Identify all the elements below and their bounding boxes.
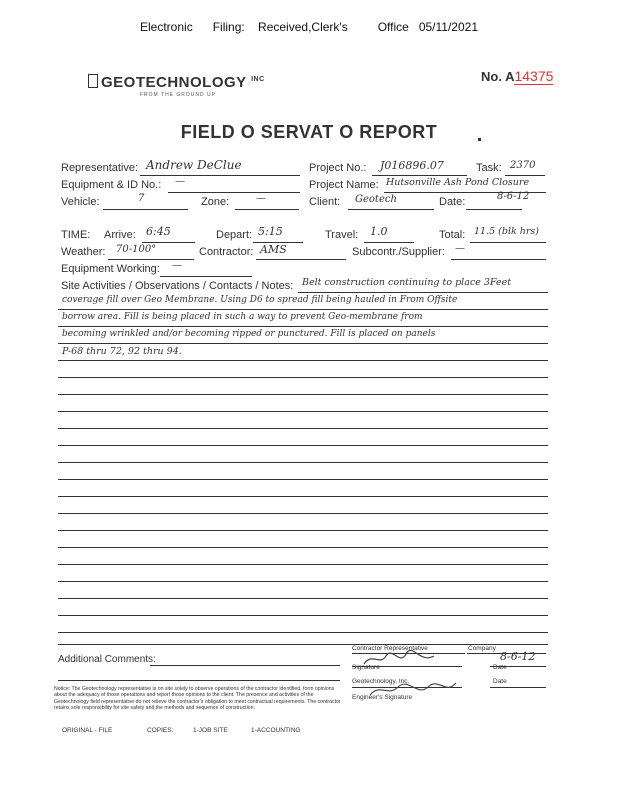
company-label: Company: [468, 645, 496, 652]
subcontractor-line: [451, 259, 546, 260]
document-number-prefix: No. A: [481, 69, 515, 84]
title-mark: [478, 138, 481, 141]
date-label: Date:: [439, 196, 466, 208]
logo-mark: [88, 74, 265, 91]
ruled-line: [58, 360, 548, 361]
additional-comments-line[interactable]: [150, 665, 340, 666]
ruled-line: [58, 326, 548, 327]
notes-line-1[interactable]: Belt construction continuing to place 3Feet: [302, 277, 512, 288]
equipment-working-line: [160, 276, 252, 277]
contractor-label: Contractor:: [199, 246, 254, 258]
project-no-value[interactable]: J016896.07: [380, 159, 444, 172]
equipment-line: [168, 192, 300, 193]
disclaimer-notice: Notice: The Geotechnology representative is on site solely to observe operations of the contractor identified, form opinions about the adequacy of those operations and report those opinions to the client. The presence and activities of the Geotechnology field representative do not relieve the contractor's obligation to meet contractual requirements. The contractor retains sole responsibility for site safety and the methods and sequence of construction.: [54, 686, 341, 712]
geotech-line-label: Geotechnology, Inc.: [352, 678, 410, 685]
distribution-copies: COPIES:: [147, 727, 174, 734]
vehicle-label: Vehicle:: [61, 196, 100, 208]
notes-line-3[interactable]: borrow area. Fill is being placed in such a way to prevent Geo-membrane from: [62, 312, 423, 322]
representative-label: Representative:: [61, 162, 139, 174]
additional-comments-line[interactable]: [58, 680, 340, 681]
additional-comments-label: Additional Comments:: [58, 654, 156, 665]
zone-label: Zone:: [201, 196, 230, 208]
distribution-original: ORIGINAL - FILE: [62, 727, 113, 734]
project-no-line: [372, 175, 467, 176]
ruled-line: [58, 581, 548, 582]
ruled-line: [58, 411, 548, 412]
ruled-line: [58, 530, 548, 531]
zone-line: [235, 209, 299, 210]
engineer-date-line: [490, 687, 546, 688]
document-number-value: 14375: [514, 68, 554, 84]
arrive-label: Arrive:: [104, 229, 136, 241]
representative-line: [140, 175, 300, 176]
vehicle-value[interactable]: 7: [138, 193, 145, 204]
project-no-label: Project No.:: [309, 162, 367, 174]
ruled-line: [58, 615, 548, 616]
logo-suffix: INC: [251, 76, 265, 83]
engineer-signature-label: Engineer's Signature: [352, 694, 413, 701]
notes-line-4[interactable]: becoming wrinkled and/or becoming ripped or punctured. Fill is placed on panels: [62, 329, 436, 339]
client-line: [348, 209, 434, 210]
weather-value[interactable]: 70-100°: [116, 244, 157, 255]
client-label: Client:: [309, 196, 341, 208]
ruled-line: [58, 343, 548, 344]
arrive-value[interactable]: 6:45: [146, 225, 171, 238]
equipment-working-value[interactable]: —: [172, 260, 182, 271]
ruled-line: [58, 513, 548, 514]
logo-glyph-icon: [88, 74, 98, 88]
distribution-job-site: 1-JOB SITE: [193, 727, 228, 734]
ruled-line: [58, 377, 548, 378]
task-label: Task:: [476, 162, 502, 174]
subcontractor-value[interactable]: —: [455, 243, 465, 254]
engineer-date-label: Date: [493, 678, 507, 685]
representative-value[interactable]: Andrew DeClue: [146, 158, 242, 172]
task-line: [505, 175, 545, 176]
ruled-line: [58, 564, 548, 565]
equipment-value[interactable]: —: [175, 176, 185, 187]
contractor-rep-label: Contractor Representative: [352, 645, 428, 652]
filing-header: Electronic Filing: Received,Clerk's Office 05/11/2021: [140, 20, 478, 34]
depart-label: Depart:: [216, 229, 253, 241]
date-line: [466, 209, 522, 210]
ruled-line: [58, 445, 548, 446]
ruled-line: [58, 547, 548, 548]
ruled-line: [58, 632, 548, 633]
vehicle-line: [103, 209, 188, 210]
contractor-date-value[interactable]: 8-6-12: [500, 650, 536, 663]
ruled-line: [58, 462, 548, 463]
travel-label: Travel:: [325, 229, 359, 241]
report-title: FIELD O SERVAT O REPORT: [180, 122, 438, 142]
project-name-label: Project Name:: [309, 179, 379, 191]
task-value[interactable]: 2370: [510, 160, 536, 171]
ruled-line: [58, 394, 548, 395]
total-value[interactable]: 11.5 (blk hrs): [474, 226, 540, 237]
weather-label: Weather:: [61, 246, 106, 258]
equipment-working-label: Equipment Working:: [61, 263, 160, 275]
ruled-line: [58, 598, 548, 599]
signature-label: Signature: [352, 664, 380, 671]
document-number: [481, 68, 553, 84]
date-label: Date: [493, 664, 507, 671]
travel-value[interactable]: 1.0: [370, 225, 388, 238]
travel-line: [364, 242, 414, 243]
date-value[interactable]: 8-6-12: [497, 191, 530, 202]
total-label: Total:: [439, 229, 466, 241]
contractor-value[interactable]: AMS: [260, 243, 287, 256]
ruled-line: [58, 496, 548, 497]
zone-value[interactable]: —: [256, 193, 266, 204]
distribution-accounting: 1-ACCOUNTING: [251, 727, 301, 734]
ruled-line: [58, 309, 548, 310]
arrive-line: [142, 242, 195, 243]
notes-line-2[interactable]: coverage fill over Geo Membrane. Using D6 to spread fill being hauled in From Offsite: [62, 295, 458, 305]
contractor-line: [256, 259, 346, 260]
notes-line-5[interactable]: P-68 thru 72, 92 thru 94.: [62, 346, 182, 357]
project-name-value[interactable]: Hutsonville Ash Pond Closure: [386, 177, 530, 188]
total-line: [470, 242, 546, 243]
depart-value[interactable]: 5:15: [258, 225, 283, 238]
logo-name: GEOTECHNOLOGY: [101, 74, 247, 91]
time-label: TIME:: [61, 229, 91, 241]
logo-tagline: FROM THE GROUND UP: [140, 92, 216, 98]
notes-label: Site Activities / Observations / Contacts / Notes:: [61, 280, 294, 292]
subcontractor-label: Subcontr./Supplier:: [352, 246, 445, 258]
equipment-label: Equipment & ID No.:: [61, 179, 162, 191]
ruled-line: [58, 479, 548, 480]
company-logo: [88, 74, 265, 98]
ruled-line: [298, 292, 548, 293]
ruled-line: [58, 428, 548, 429]
client-value[interactable]: Geotech: [355, 194, 397, 205]
